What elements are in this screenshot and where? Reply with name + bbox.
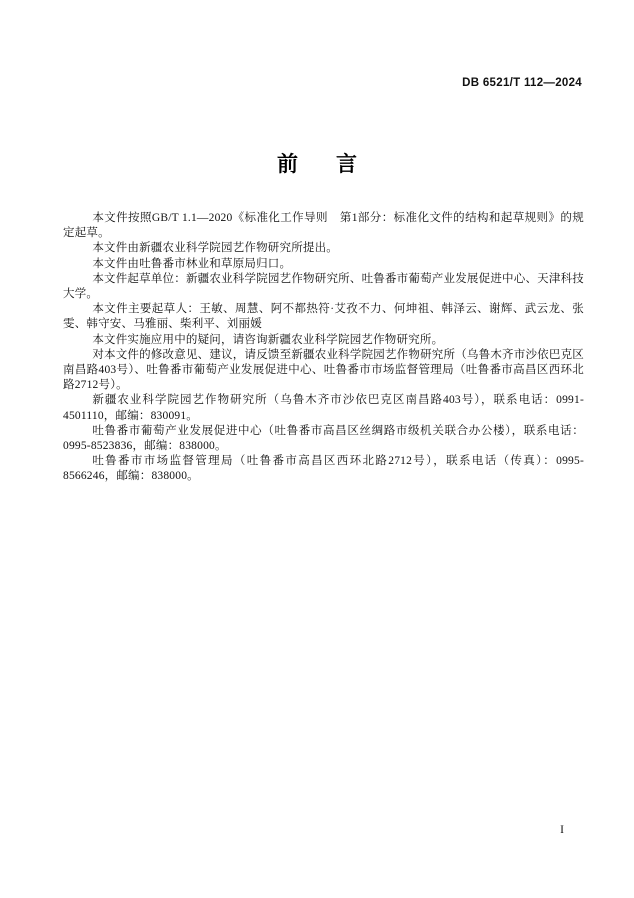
page-number: I <box>560 824 564 836</box>
foreword-title-first-char: 前 <box>277 153 298 176</box>
paragraph-main-drafters: 本文件主要起草人：王敏、周慧、阿不都热符·艾孜不力、何坤祖、韩泽云、谢辉、武云龙、张雯、韩守安、马雅丽、柴利平、刘丽媛 <box>63 303 584 331</box>
paragraph-implementation-inquiries: 本文件实施应用中的疑问，请咨询新疆农业科学院园艺作物研究所。 <box>92 333 444 346</box>
paragraph-contact-promotion-center: 吐鲁番市葡萄产业发展促进中心（吐鲁番市高昌区丝绸路市级机关联合办公楼），联系电话：0995-8523836，邮编：838000。 <box>63 424 584 453</box>
paragraph-under-jurisdiction: 本文件由吐鲁番市林业和草原局归口。 <box>92 257 292 270</box>
foreword-title <box>0 153 634 177</box>
paragraph-proposed-by: 本文件由新疆农业科学院园艺作物研究所提出。 <box>92 242 339 255</box>
paragraph-feedback-addresses: 对本文件的修改意见、建议，请反馈至新疆农业科学院园艺作物研究所（乌鲁木齐市沙依巴克区南昌路403号）、吐鲁番市葡萄产业发展促进中心、吐鲁番市市场监督管理局（吐鲁番市高昌区西环北路2712号）。 <box>63 348 584 392</box>
foreword-title-second-char: 言 <box>336 153 357 176</box>
paragraph-drafting-organizations: 本文件起草单位：新疆农业科学院园艺作物研究所、吐鲁番市葡萄产业发展促进中心、天津科技大学。 <box>63 272 584 301</box>
paragraph-contact-market-bureau: 吐鲁番市市场监督管理局（吐鲁番市高昌区西环北路2712号），联系电话（传真）：0995-8566246，邮编：838000。 <box>63 455 584 483</box>
paragraph-drafting-rules: 本文件按照GB/T 1.1—2020《标准化工作导则 第1部分：标准化文件的结构和起草规则》的规定起草。 <box>63 212 584 240</box>
foreword-body <box>63 211 584 485</box>
standard-code: DB 6521/T 112—2024 <box>462 77 582 89</box>
paragraph-contact-institute: 新疆农业科学院园艺作物研究所（乌鲁木齐市沙依巴克区南昌路403号），联系电话：0991-4501110，邮编：830091。 <box>63 394 584 422</box>
